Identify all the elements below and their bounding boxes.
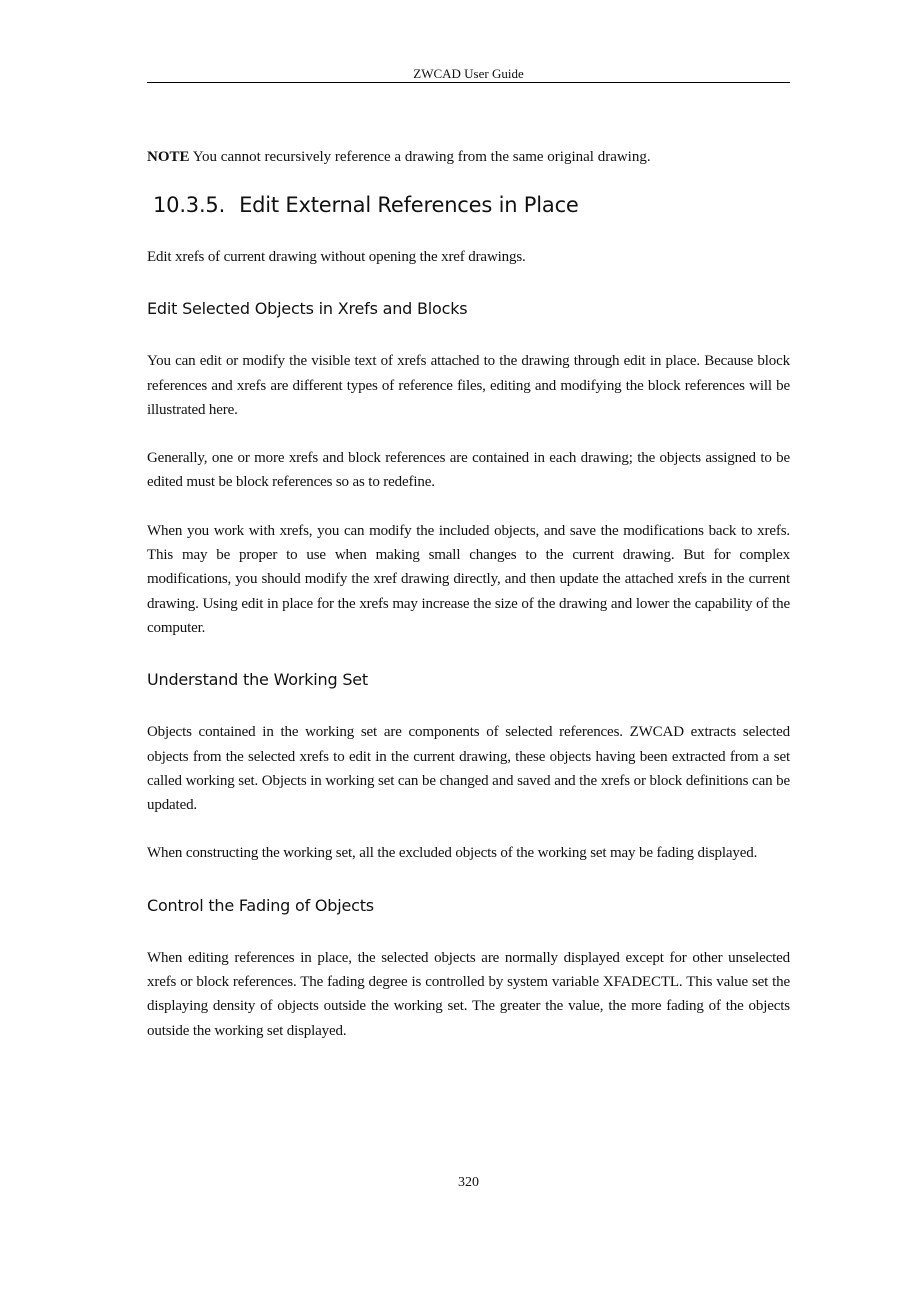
page-content <box>147 146 790 1043</box>
paragraph-working-set-objects: Objects contained in the working set are components of selected references. ZWCAD extracts selected objects from the selected xrefs to edit in the current drawing, these objects having been extracted from a set called working set. Objects in working set can be changed and saved and the xrefs or block definitions can be updated. <box>147 724 790 814</box>
note-label: NOTE <box>147 149 190 165</box>
section-number: 10.3.5. <box>153 193 226 217</box>
paragraph-fading-degree: When editing references in place, the selected objects are normally displayed except for other unselected xrefs or block references. The fading degree is controlled by system variable XFADECTL. This value set the displaying density of objects outside the working set. The greater the value, the more fading of the objects outside the working set displayed. <box>147 949 790 1039</box>
note-text: You cannot recursively reference a drawing from the same original drawing. <box>189 149 651 165</box>
paragraph-edit-in-place: You can edit or modify the visible text of xrefs attached to the drawing through edit in place. Because block references and xrefs are different types of reference files, editing and modifying the block references will be illustrated here. <box>147 353 790 418</box>
subheading-edit-selected-objects: Edit Selected Objects in Xrefs and Blocks <box>147 299 468 319</box>
running-header: ZWCAD User Guide <box>413 66 524 81</box>
section-title: Edit External References in Place <box>239 193 579 217</box>
paragraph-working-with-xrefs: When you work with xrefs, you can modify the included objects, and save the modifications back to xrefs. This may be proper to use when making small changes to the current drawing. But for complex modifications, you should modify the xref drawing directly, and then update the attached xrefs in the current drawing. Using edit in place for the xrefs may increase the size of the drawing and lower the capability of the computer. <box>147 522 790 636</box>
paragraph-block-references: Generally, one or more xrefs and block references are contained in each drawing; the objects assigned to be edited must be block references so as to redefine. <box>147 450 790 491</box>
paragraph-working-set-fading: When constructing the working set, all the excluded objects of the working set may be fading displayed. <box>147 845 758 862</box>
subheading-control-fading: Control the Fading of Objects <box>147 895 374 915</box>
header-rule <box>147 82 790 83</box>
subheading-working-set: Understand the Working Set <box>147 670 368 690</box>
note-paragraph <box>147 146 790 168</box>
section-heading <box>147 188 790 222</box>
page-number: 320 <box>458 1175 479 1190</box>
intro-paragraph: Edit xrefs of current drawing without opening the xref drawings. <box>147 249 526 265</box>
